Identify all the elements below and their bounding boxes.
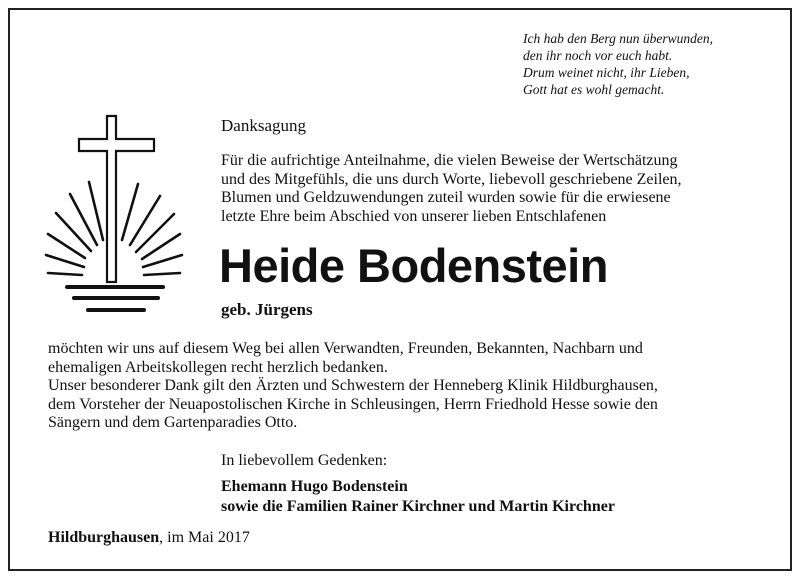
- body-line: Sängern und dem Gartenparadies Otto.: [48, 414, 298, 431]
- place-name: Hildburghausen: [48, 529, 160, 546]
- poem-line: Gott hat es wohl gemacht.: [523, 82, 665, 97]
- body-line: dem Vorsteher der Neuapostolischen Kirche in Schleusingen, Herrn Friedhold Hesse sowie den: [48, 395, 658, 413]
- memory-line: In liebevollem Gedenken:: [221, 452, 388, 469]
- heading: Danksagung: [221, 116, 306, 135]
- date-text: , im Mai 2017: [159, 529, 250, 546]
- maiden-name: geb. Jürgens: [221, 300, 313, 319]
- place-date: [48, 529, 250, 547]
- body-line: möchten wir uns auf diesem Weg bei allen Verwandten, Freunden, Bekannten, Nachbarn und: [48, 340, 643, 357]
- family-line: sowie die Familien Rainer Kirchner und Martin Kirchner: [221, 498, 615, 515]
- body-line: ehemaligen Arbeitskollegen recht herzlich bedanken.: [48, 358, 388, 376]
- intro-line: Blumen und Geldzuwendungen zuteil wurden sowie für die erwiesene: [221, 189, 671, 206]
- intro-paragraph: [221, 152, 755, 226]
- intro-line: letzte Ehre beim Abschied von unserer lieben Entschlafenen: [221, 207, 607, 225]
- poem-line: Ich hab den Berg nun überwunden,: [523, 31, 713, 46]
- intro-line: Für die aufrichtige Anteilnahme, die vielen Beweise der Wertschätzung: [221, 152, 678, 169]
- poem-line: den ihr noch vor euch habt.: [523, 48, 673, 63]
- family-signature: [221, 477, 615, 517]
- body-line: Unser besonderer Dank gilt den Ärzten und Schwestern der Henneberg Klinik Hildburghausen,: [48, 377, 658, 394]
- body-paragraph: [48, 340, 756, 433]
- family-line: Ehemann Hugo Bodenstein: [221, 478, 408, 495]
- deceased-name: Heide Bodenstein: [219, 239, 608, 292]
- poem-line: Drum weinet nicht, ihr Lieben,: [523, 65, 690, 80]
- intro-line: und des Mitgefühls, die uns durch Worte, liebevoll geschriebene Zeilen,: [221, 170, 682, 188]
- cross-with-rising-sun-icon: [40, 112, 190, 317]
- poem: [523, 30, 713, 98]
